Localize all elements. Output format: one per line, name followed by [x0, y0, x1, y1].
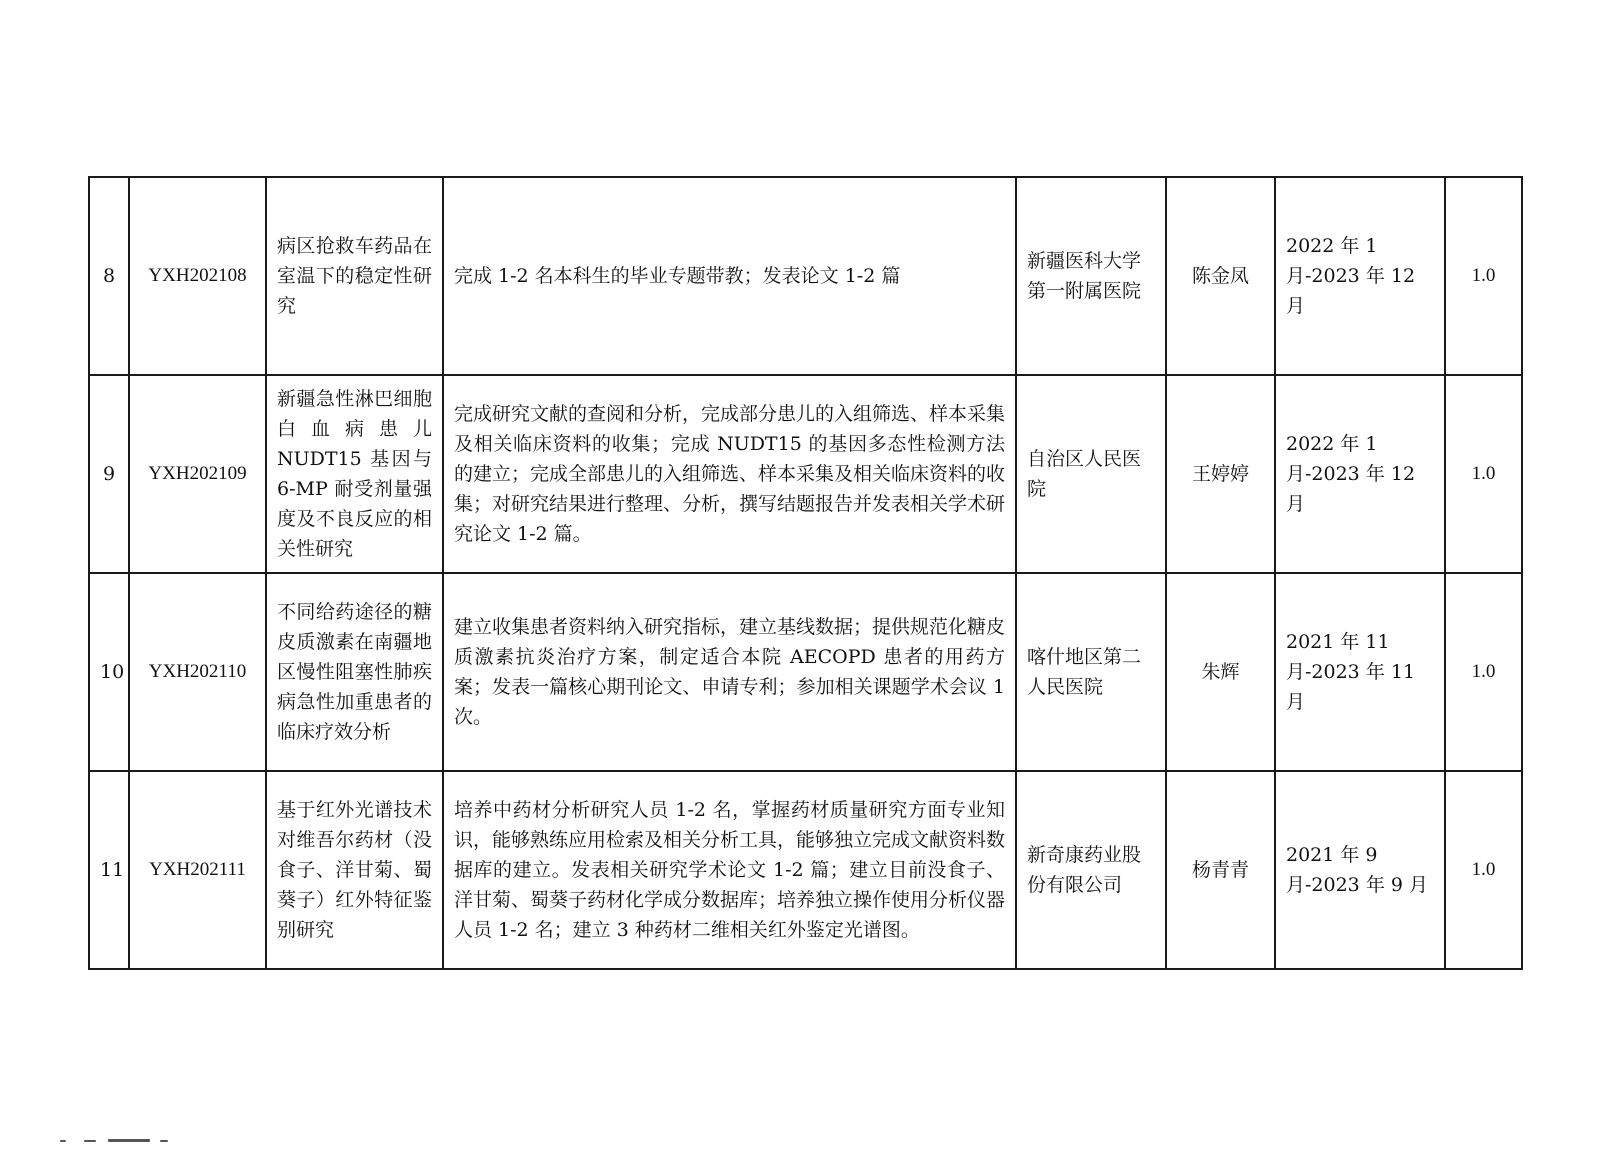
project-leader: 杨青青 [1166, 771, 1275, 969]
speck [108, 1139, 150, 1142]
table-row [89, 573, 1522, 771]
project-title: 基于红外光谱技术对维吾尔药材（没食子、洋甘菊、蜀葵子）红外特征鉴别研究 [266, 771, 443, 969]
project-goal: 建立收集患者资料纳入研究指标，建立基线数据；提供规范化糖皮质激素抗炎治疗方案，制定适合本院 AECOPD 患者的用药方案；发表一篇核心期刊论文、申请专利；参加相关课题学术会议 1 次。 [443, 573, 1016, 771]
project-leader: 王婷婷 [1166, 375, 1275, 573]
project-organization: 喀什地区第二人民医院 [1016, 573, 1166, 771]
project-period: 2021 年 11 月-2023 年 11 月 [1275, 573, 1445, 771]
project-goal: 培养中药材分析研究人员 1-2 名，掌握药材质量研究方面专业知识，能够熟练应用检索及相关分析工具，能够独立完成文献资料数据库的建立。发表相关研究学术论文 1-2 篇；建立目前没食子、洋甘菊、蜀葵子药材化学成分数据库；培养独立操作使用分析仪器人员 1-2 名；建立 3 种药材二维相关红外鉴定光谱图。 [443, 771, 1016, 969]
project-title: 病区抢救车药品在室温下的稳定性研究 [266, 177, 443, 375]
project-period: 2022 年 1 月-2023 年 12 月 [1275, 177, 1445, 375]
project-organization: 新疆医科大学第一附属医院 [1016, 177, 1166, 375]
row-number: 9 [89, 375, 129, 573]
project-code: YXH202110 [129, 573, 266, 771]
project-period: 2021 年 9 月-2023 年 9 月 [1275, 771, 1445, 969]
project-organization: 新奇康药业股份有限公司 [1016, 771, 1166, 969]
project-period: 2022 年 1 月-2023 年 12 月 [1275, 375, 1445, 573]
project-code: YXH202109 [129, 375, 266, 573]
project-funds: 1.0 [1445, 771, 1522, 969]
project-funds: 1.0 [1445, 177, 1522, 375]
table-row [89, 771, 1522, 969]
project-leader: 朱辉 [1166, 573, 1275, 771]
row-number: 8 [89, 177, 129, 375]
table-row [89, 177, 1522, 375]
speck [160, 1140, 168, 1142]
speck [84, 1140, 96, 1142]
project-title: 新疆急性淋巴细胞白血病患儿 NUDT15 基因与 6-MP 耐受剂量强度及不良反应的相关性研究 [266, 375, 443, 573]
project-code: YXH202108 [129, 177, 266, 375]
project-code: YXH202111 [129, 771, 266, 969]
project-table [88, 176, 1523, 970]
row-number: 10 [89, 573, 129, 771]
row-number: 11 [89, 771, 129, 969]
project-goal: 完成研究文献的查阅和分析，完成部分患儿的入组筛选、样本采集及相关临床资料的收集；完成 NUDT15 的基因多态性检测方法的建立；完成全部患儿的入组筛选、样本采集及相关临床资料的收集；对研究结果进行整理、分析，撰写结题报告并发表相关学术研究论文 1-2 篇。 [443, 375, 1016, 573]
project-leader: 陈金凤 [1166, 177, 1275, 375]
project-goal: 完成 1-2 名本科生的毕业专题带教；发表论文 1-2 篇 [443, 177, 1016, 375]
speck [60, 1140, 66, 1142]
scan-specks [60, 1138, 180, 1144]
project-funds: 1.0 [1445, 573, 1522, 771]
table-row [89, 375, 1522, 573]
project-organization: 自治区人民医院 [1016, 375, 1166, 573]
project-funds: 1.0 [1445, 375, 1522, 573]
project-title: 不同给药途径的糖皮质激素在南疆地区慢性阻塞性肺疾病急性加重患者的临床疗效分析 [266, 573, 443, 771]
